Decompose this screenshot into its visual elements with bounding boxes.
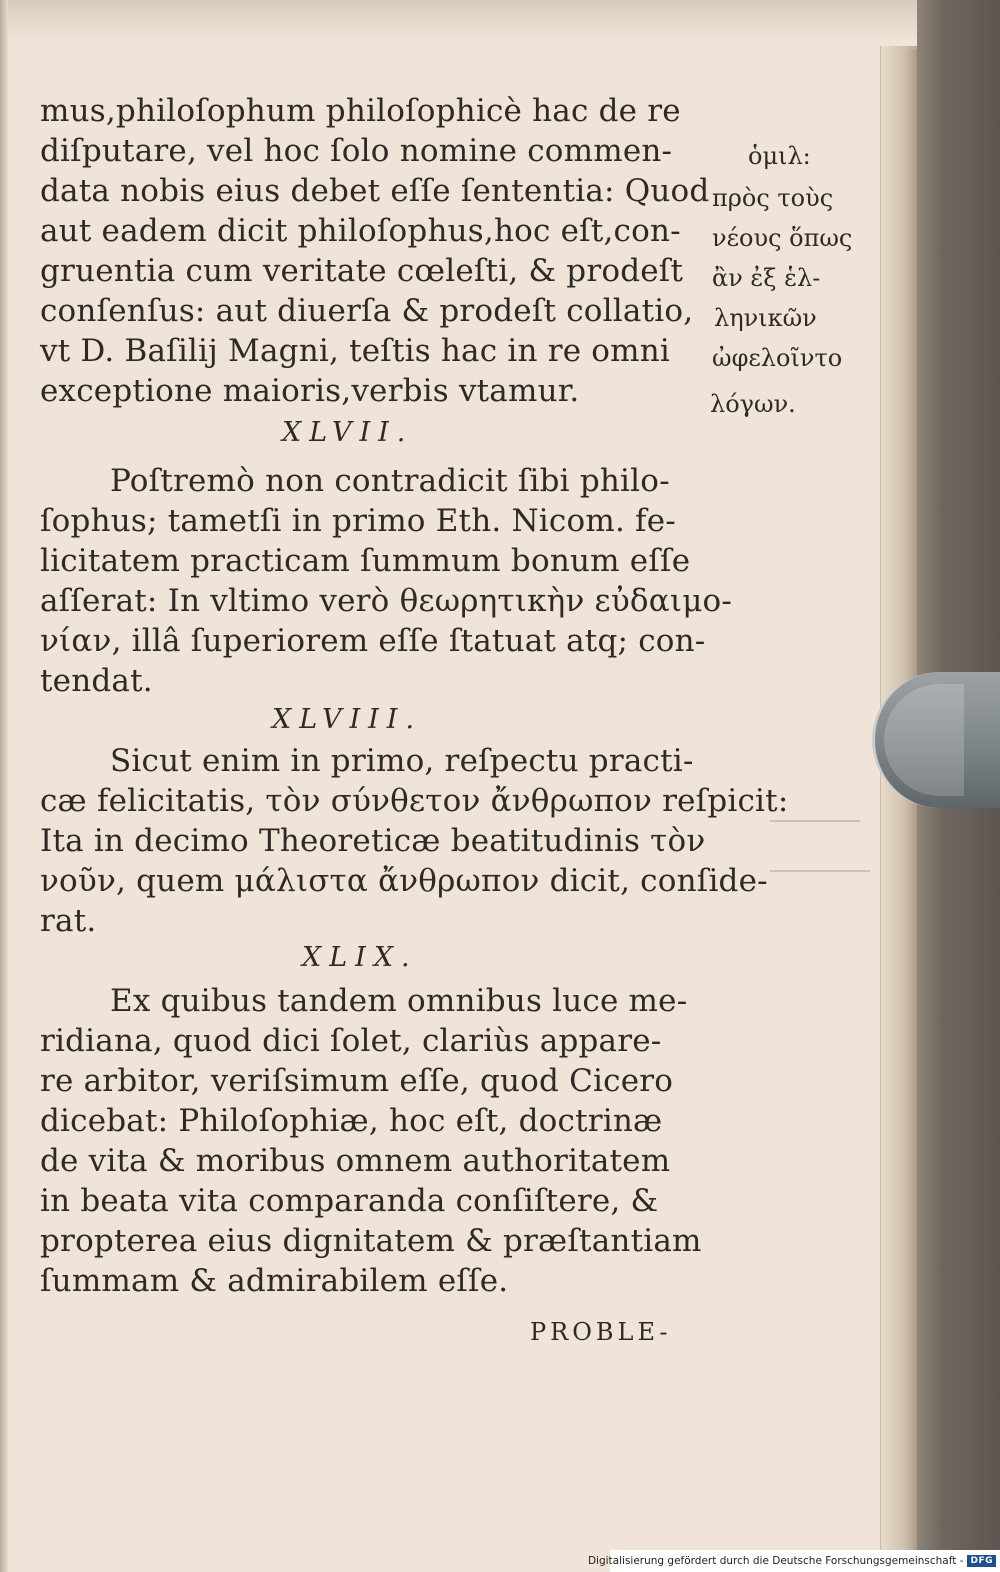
margin-note-line: λόγων. <box>710 390 796 418</box>
bleed-through-mark <box>770 870 870 872</box>
section-heading: XLVIII. <box>272 704 423 735</box>
text-line: diſputare, vel hoc ſolo nomine commen- <box>40 133 673 169</box>
text-line: conſenſus: aut diuerſa & prodeſt collatio, <box>40 293 694 329</box>
text-line: Poſtremò non contradicit ſibi philo- <box>110 463 670 499</box>
text-line: aſſerat: In vltimo verò θεωρητικὴν εὐδαιμο- <box>40 583 733 619</box>
margin-note-line: πρὸς τοὺς <box>712 184 834 212</box>
bleed-through-mark <box>770 820 860 822</box>
text-line: licitatem practicam ſummum bonum eſſe <box>40 543 691 579</box>
text-line: de vita & moribus omnem authoritatem <box>40 1143 671 1179</box>
text-line: exceptione maioris,verbis vtamur. <box>40 373 580 409</box>
text-line: νίαν, illâ ſuperiorem eſſe ſtatuat atq; con- <box>40 623 706 659</box>
margin-note-line: ληνικῶν <box>714 304 817 332</box>
catchword: PROBLE- <box>530 1318 672 1346</box>
text-line: aut eadem dicit philoſophus,hoc eſt,con- <box>40 213 681 249</box>
text-line: propterea eius dignitatem & præſtantiam <box>40 1223 702 1259</box>
text-line: re arbitor, veriſsimum eſſe, quod Cicero <box>40 1063 674 1099</box>
text-line: ſummam & admirabilem eſſe. <box>40 1263 509 1299</box>
text-line: Ex quibus tandem omnibus luce me- <box>110 983 688 1019</box>
text-line: tendat. <box>40 663 153 699</box>
margin-note-line: ὁμιλ: <box>748 142 811 170</box>
top-shadow <box>0 0 1000 40</box>
text-line: Sicut enim in primo, reſpectu practi- <box>110 743 694 779</box>
text-line: cæ felicitatis, τὸν σύνθετον ἄνθρωπον reſpicit: <box>40 783 789 819</box>
binding-edge <box>0 0 8 1572</box>
text-line: mus,philoſophum philoſophicè hac de re <box>40 93 681 129</box>
text-line: in beata vita comparanda conſiſtere, & <box>40 1183 659 1219</box>
margin-note-line: νέους ὅπως <box>712 224 853 252</box>
text-line: ridiana, quod dici ſolet, clariùs appare- <box>40 1023 662 1059</box>
text-line: ſophus; tametſi in primo Eth. Nicom. fe- <box>40 503 676 539</box>
text-line: νοῦν, quem μάλιστα ἄνθρωπον dicit, conſide- <box>40 863 768 899</box>
text-line: rat. <box>40 903 97 939</box>
text-line: dicebat: Philoſophiæ, hoc eſt, doctrinæ <box>40 1103 663 1139</box>
text-line: Ita in decimo Theoreticæ beatitudinis τὸν <box>40 823 706 859</box>
section-heading: XLVII. <box>282 417 414 448</box>
margin-note-line: ἂν ἐξ ἑλ- <box>712 264 821 292</box>
text-line: data nobis eius debet eſſe ſententia: Quod <box>40 173 710 209</box>
dfg-logo: DFG <box>967 1555 996 1567</box>
footer-credit: Digitalisierung gefördert durch die Deutsche Forschungsgemeinschaft - <box>587 1555 964 1567</box>
section-heading: XLIX. <box>302 942 418 973</box>
text-line: vt D. Baſilij Magni, teſtis hac in re omni <box>40 333 671 369</box>
digitization-footer <box>587 1550 1000 1572</box>
margin-note-line: ὠφελοῖντο <box>712 344 843 372</box>
text-line: gruentia cum veritate cœleſti, & prodeſt <box>40 253 684 289</box>
